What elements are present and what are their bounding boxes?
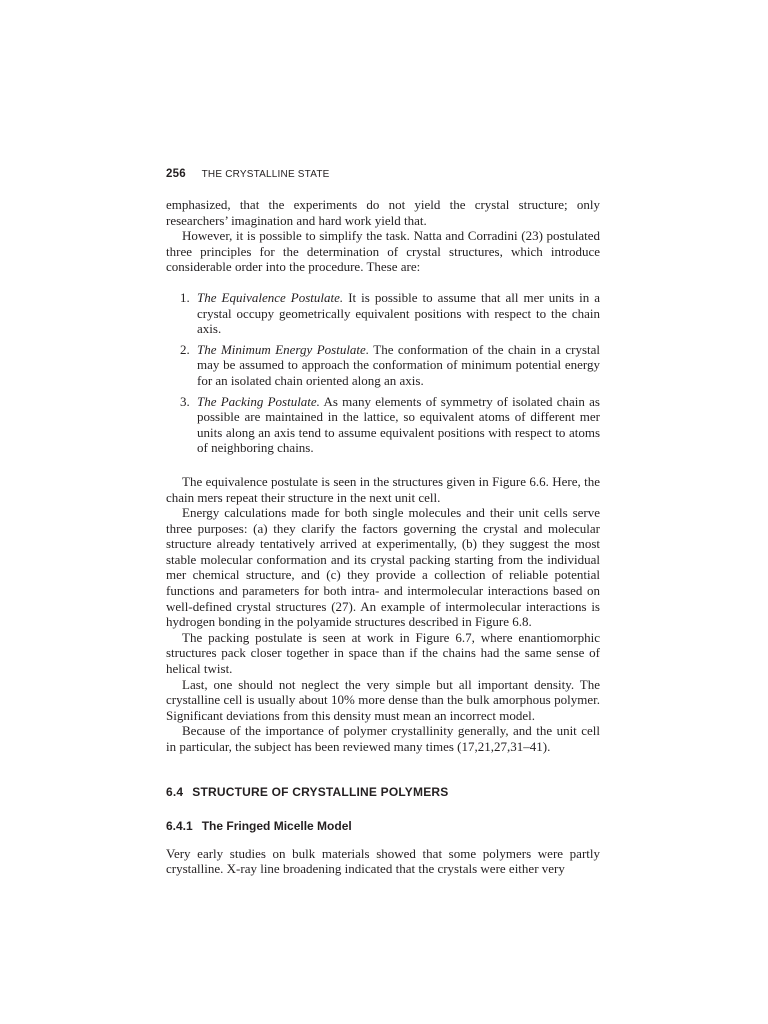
postulates-list [166, 290, 600, 456]
list-item [180, 289, 600, 337]
list-item [180, 393, 600, 456]
page-number: 256 [166, 168, 186, 180]
section-number: 6.4 [166, 784, 184, 799]
list-number: 3. [180, 393, 190, 409]
paragraph: emphasized, that the experiments do not yield the crystal structure; only researchers’ imagination and hard work yield that. [166, 197, 600, 228]
section-title: STRUCTURE OF CRYSTALLINE POLYMERS [192, 784, 449, 799]
running-head [166, 168, 330, 180]
subsection-title: The Fringed Micelle Model [201, 819, 352, 834]
paragraph: However, it is possible to simplify the task. Natta and Corradini (23) postulated three principles for the determination of crystal structures, which introduce considerable order into the procedure. These are: [166, 228, 600, 275]
body-text [166, 197, 600, 877]
subsection-number: 6.4.1 [166, 819, 193, 834]
paragraph: Because of the importance of polymer crystallinity generally, and the unit cell in particular, the subject has been reviewed many times (17,21,27,31–41). [166, 723, 600, 754]
list-number: 2. [180, 341, 190, 357]
paragraph: Very early studies on bulk materials showed that some polymers were partly crystalline. X-ray line broadening indicated that the crystals were either very [166, 845, 600, 877]
paragraph: Energy calculations made for both single molecules and their unit cells serve three purposes: (a) they clarify the factors governing the crystal and molecular structure already tentatively arrived at experimentally, (b) they suggest the most stable molecular conformation and its crystal packing starting from the individual mer chemical structure, and (c) they provide a collection of reliable potential functions and parameters for both intra- and intermolecular interactions based on well-defined crystal structures (27). An example of intermolecular interactions is hydrogen bonding in the polyamide structures described in Figure 6.8. [166, 505, 600, 630]
paragraph: Last, one should not neglect the very simple but all important density. The crystalline cell is usually about 10% more dense than the bulk amorphous polymer. Significant deviations from this density must mean an incorrect model. [166, 676, 600, 723]
list-number: 1. [180, 289, 190, 305]
section-heading [166, 785, 600, 801]
paragraph: The equivalence postulate is seen in the structures given in Figure 6.6. Here, the chain mers repeat their structure in the next unit cell. [166, 473, 600, 505]
postulate-title: The Equivalence Postulate. [197, 289, 344, 305]
postulate-title: The Packing Postulate. [197, 393, 320, 409]
list-item [180, 341, 601, 389]
postulate-title: The Minimum Energy Postulate. [197, 341, 370, 357]
postulate-text: The conformation of the chain in a crystal may be assumed to approach the conformation of minimum potential energy for an isolated chain oriented along an axis. [197, 341, 601, 388]
chapter-title: THE CRYSTALLINE STATE [201, 169, 330, 180]
subsection-heading [166, 819, 600, 835]
postulate-text: It is possible to assume that all mer units in a crystal occupy geometrically equivalent positions with respect to the chain axis. [197, 289, 600, 337]
postulate-text: As many elements of symmetry of isolated chain as possible are maintained in the lattice, so equivalent atoms of different mer units along an axis tend to assume equivalent positions with respect to atoms of neighboring chains. [197, 393, 600, 456]
paragraph: The packing postulate is seen at work in Figure 6.7, where enantiomorphic structures pack closer together in space than if the chains had the same sense of helical twist. [166, 629, 600, 677]
